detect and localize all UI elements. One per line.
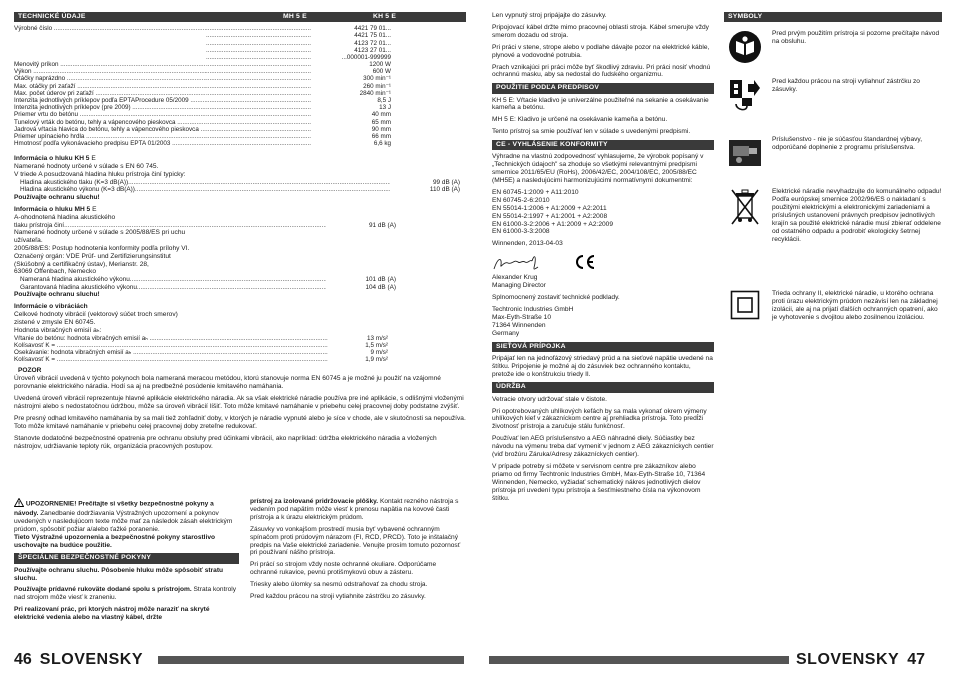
safety-item-text: Pri prácí so strojom vždy noste ochranné okuliare. Odporúčame ochranné rukavice, pevnú protišmykovú obuv a zásteru.	[250, 561, 437, 577]
tech-row-value2: 2840 min⁻¹	[359, 89, 391, 97]
vibration-row	[14, 349, 466, 356]
text-line: Hodnota vibračných emisií aₕ:	[14, 326, 102, 334]
middle-column	[492, 12, 714, 507]
safety-continued	[250, 498, 465, 605]
vibration-row-value1	[228, 335, 328, 342]
tech-row-value1-cell	[206, 40, 311, 47]
socket-header: SIEŤOVÁ PRÍPOJKA	[492, 342, 714, 352]
vibration-row-value1	[228, 356, 328, 363]
noise-mh-row1-value: 91 dB (A)	[369, 221, 396, 229]
tech-row-label: Hmotnosť podľa vykonávacieho predpisu EPTA 01/2003 .....	[14, 140, 206, 147]
intro-paragraphs	[492, 12, 714, 79]
paragraph: Vetracie otvory udržovať stale v čistote.	[492, 395, 607, 403]
left-footer-bar	[158, 656, 464, 664]
tech-row	[14, 68, 466, 75]
tech-row	[14, 83, 466, 90]
tech-row-value2: 4421 79 01...	[354, 25, 391, 33]
text-line: Namerané hodnoty určené v súlade s 2005/88/ES pri uchu	[14, 228, 186, 236]
place-date: Winnenden, 2013-04-03	[492, 240, 563, 248]
tech-row-value1-cell	[206, 32, 311, 39]
tech-row-value1	[206, 104, 311, 111]
tech-row-value2: 4123 27 01...	[354, 46, 391, 54]
noise-kh-title-text: Informácia o hluku KH 5	[14, 155, 90, 163]
tech-row-value2: 600 W	[372, 68, 391, 76]
page-number-right: 47	[907, 651, 925, 669]
vibration-row-label-cell	[14, 356, 228, 363]
value-row-dots	[137, 284, 326, 291]
model1-label: MH 5 E	[283, 13, 307, 20]
socket-paragraph: Pripájať len na jednofázový striedavý prúd a na sieťové napätie uvedené na štítku. Pripojenie je možné aj do zásuviek bez ochranného kontaktu, pretože ide o konštrukciu triedy II.	[492, 354, 713, 378]
doc-authorized: Splnomocnený zostaviť technické podklady.	[492, 294, 620, 302]
tech-row-value2: 4123 72 01...	[354, 39, 391, 47]
noise-mh-row1-label: tlaku prístroja činí	[14, 221, 65, 229]
special-safety-header: ŠPECIÁLNE BEZPEČNOSTNÉ POKYNY	[14, 553, 239, 563]
vibration-row-label-cell	[14, 342, 228, 349]
hearing-protection-1: Používajte ochranu sluchu!	[14, 193, 100, 201]
noise-kh-title	[14, 155, 466, 163]
accessory-icon	[727, 136, 763, 170]
tech-row-label-cell	[14, 119, 206, 126]
tech-row	[14, 104, 466, 111]
vibration-row-value1-cell	[228, 349, 328, 356]
signature-icon	[492, 253, 544, 273]
vibration-row-label-cell	[14, 335, 228, 342]
paragraph: Pre presný odhad kmitavého namáhania by sa mali tiež zohľadniť doby, v ktorých je náradie vypnuté alebo je síce v chode, ale v skutočnosti sa nepoužíva. Toto môže kmitavé namáhanie v priebehu celej pracovnej doby zreteľne redukovať.	[14, 414, 466, 430]
vibration-row-label: Kolísavosť K = .....	[14, 356, 228, 363]
safety-item	[14, 567, 239, 583]
value-row-label: Hladina akustického výkonu (K=3 dB(A))	[20, 186, 135, 194]
symbols-column	[724, 12, 942, 356]
text-line: Max-Eyth-Straße 10	[492, 313, 551, 321]
symbol-text-accessory: Príslušenstvo - nie je súčasťou štandardnej výbavy, odporúčané doplnenie z programu príslušenstva.	[772, 136, 923, 152]
value-row-value: 104 dB (A)	[365, 283, 396, 291]
tech-row-label: Max. otáčky pri zaťaží .....	[14, 83, 206, 90]
safety-item	[250, 581, 465, 589]
paragraph: Používať len AEG príslušenstvo a AEG náhradné diely. Súčiastky bez návodu na výmenu treba dať vymeniť v jednom z AEG zákazníckych centier (viď brožúru Záruka/Adresy zákazníckych centier).	[492, 435, 714, 459]
tech-row	[14, 133, 466, 140]
tech-row-value1	[206, 32, 311, 39]
tech-row-value2: 6,6 kg	[373, 140, 391, 148]
left-page	[14, 12, 466, 622]
symbol-text-class-ii: Trieda ochrany II, elektrické náradie, u ktorého ochrana proti úrazu elektrickým prúdom nezávisí len na základnej izolácii, ale aj na prijatí ďalších ochranných opatrení, ako je vyhotovenie s dvojitou alebo zosilnenou izoláciou.	[772, 290, 938, 321]
tech-row-value2: ...000001-999999	[341, 53, 391, 61]
tech-row-label-cell	[14, 68, 206, 75]
vibration-row-value2: 9 m/s²	[370, 349, 388, 357]
tech-row-value2: 40 mm	[371, 111, 391, 119]
class-ii-icon	[730, 290, 760, 320]
language-label-right: SLOVENSKY	[796, 651, 900, 669]
vibration-row-value1-cell	[228, 342, 328, 349]
value-row-label: Hladina akustického tlaku (K=3 dB(A))	[20, 179, 129, 187]
paragraph: Pri opotrebovaných uhlíkových kefách by sa mala vykonať okrem výmeny uhlíkových kief v zákazníckom centre aj prehliadka prístroja. Toto predĺži životnosť prístroja a zaručuje stálu funkčnosť.	[492, 407, 707, 431]
noise-mh-title-text: Informácia o hluku MH 5	[14, 205, 91, 213]
paragraph: KH 5 E: Vŕtacie kladivo je univerzálne použiteľné na sekanie a osekávanie kameňa a betónu.	[492, 96, 709, 112]
tech-row	[14, 61, 466, 68]
paragraph: Prach vznikajúci pri práci môže byť škodlivý zdraviu. Pri práci nosiť vhodnú ochrannú masku, aby sa nedostal do ľudského organizmu.	[492, 63, 711, 79]
text-line: Techtronic Industries GmbH	[492, 305, 574, 313]
tech-row-value1	[206, 126, 311, 133]
read-manual-icon	[728, 30, 762, 64]
right-footer	[796, 650, 925, 670]
special-safety-items	[14, 567, 239, 622]
tech-row-value2: 300 min⁻¹	[363, 75, 391, 83]
text-line: EN 60745-1:2009 + A11:2010	[492, 188, 579, 196]
tech-row-label-cell	[14, 104, 206, 111]
text-line: EN 60745-2-6:2010	[492, 196, 550, 204]
tech-row-value1	[206, 83, 311, 90]
vibration-title: Informácie o vibráciách	[14, 303, 88, 311]
tech-data-title: TECHNICKÉ ÚDAJE	[18, 13, 86, 20]
value-row-value: 99 dB (A)	[433, 179, 460, 187]
use-paragraphs	[492, 97, 714, 137]
text-line: Namerané hodnoty určené v súlade s EN 60 745.	[14, 163, 159, 171]
tech-row-value1-cell	[206, 97, 311, 104]
tech-row-value1	[206, 40, 311, 47]
tech-row-value1-cell	[206, 54, 311, 61]
signature-row	[492, 252, 714, 274]
value-row-label: Nameraná hladina akustického výkonu	[20, 276, 130, 284]
maintenance-paragraphs	[492, 396, 714, 503]
noise-mh-title	[14, 206, 466, 214]
tech-row-value1	[206, 111, 311, 118]
tech-row-value2: 8,5 J	[377, 97, 391, 105]
tech-row-label-cell	[14, 75, 206, 82]
tech-row-label-cell	[14, 97, 206, 104]
tech-row-value2: 260 min⁻¹	[363, 82, 391, 90]
tech-row-value1-cell	[206, 83, 311, 90]
safety-item-text: Pred každou prácou na stroji vytiahnite zástrčku zo zásuvky.	[250, 593, 426, 601]
text-line: užívateľa.	[14, 236, 43, 244]
paragraph: Uvedená úroveň vibrácií reprezentuje hlavné aplikácie elektrického náradia. Ak sa však elektrické náradie používa pre iné aplikácie, s odlišnými vloženými nástrojmi alebo s nedostatočnou údržbou, môže sa úroveň vibrácií líšiť. Toto môže kmitavé namáhanie v priebehu celej pracovnej doby podstatne zvýšiť.	[14, 395, 464, 411]
safety-item-text: Kontakt rezného nástroja s vedením pod napätím môže viesť k prenosu napätia na kovové časti prístroja a k úrazu elektrickým prúdom.	[250, 498, 459, 521]
left-footer	[14, 650, 143, 670]
value-row	[20, 276, 396, 283]
safety-item-bold: Pri realizovaní prác, pri ktorých nástroj môže naraziť na skryté elektrické vedenia alebo na vlastný kábel, držte	[14, 606, 210, 622]
symbol-read-manual	[724, 30, 942, 72]
value-row-value: 101 dB (A)	[365, 276, 396, 284]
ce-mark-icon	[574, 254, 596, 273]
tech-row	[14, 90, 466, 97]
value-row	[20, 284, 396, 291]
vibration-row-value1	[228, 349, 328, 356]
noise-kh-title-suffix: E	[91, 155, 96, 163]
text-line: 71364 Winnenden	[492, 321, 546, 329]
tech-row-value1	[206, 90, 311, 97]
value-row-value: 110 dB (A)	[429, 186, 460, 194]
tech-row-value1-cell	[206, 133, 311, 140]
noise-mh-title-suffix: E	[92, 205, 97, 213]
tech-row	[14, 111, 466, 118]
symbols-header: SYMBOLY	[724, 12, 942, 22]
paragraph: Len vypnutý stroj pripájajte do zásuvky.	[492, 12, 607, 19]
tech-row-label-cell	[14, 47, 206, 54]
safety-item	[250, 498, 465, 522]
vibration-row-label-cell	[14, 349, 228, 356]
tech-row	[14, 97, 466, 104]
weee-bin-icon	[730, 188, 760, 228]
pozor-title: POZOR	[18, 367, 42, 375]
vibration-row	[14, 356, 466, 363]
tech-row-value2: 4421 75 01...	[354, 32, 391, 40]
safety-item	[14, 586, 239, 602]
vibration-row	[14, 335, 466, 342]
tech-row-value1	[206, 25, 311, 32]
vibration-lines	[14, 311, 466, 335]
tech-data-table	[14, 25, 466, 147]
tech-row-value1-cell	[206, 140, 311, 147]
norms-list	[492, 189, 714, 236]
tech-row-value1	[206, 68, 311, 75]
use-header: POUŽITIE PODĽA PREDPISOV	[492, 83, 714, 93]
symbol-text-read-manual: Pred prvým použitím prístroja si pozorne prečítajte návod na obsluhu.	[772, 30, 940, 46]
text-line: zistené v zmysle EN 60745.	[14, 318, 96, 326]
warning-column	[14, 498, 239, 626]
tech-row-label: Priemer upínacieho hrdla .....	[14, 133, 206, 140]
page-number-left: 46	[14, 651, 32, 669]
text-line: Označený orgán: VDE Prüf- und Zertifizierungsinstitut	[14, 252, 171, 260]
tech-row	[14, 25, 466, 32]
tech-row-label-cell	[14, 90, 206, 97]
symbol-weee	[724, 188, 942, 284]
safety-item-text: Strata kontroly nad strojom môže viesť k zraneniu.	[14, 586, 237, 602]
warning-triangle-icon	[14, 498, 24, 510]
tech-row-value1	[206, 54, 311, 61]
tech-row-value2: 90 mm	[371, 125, 391, 133]
tech-row-value1	[206, 140, 311, 147]
warning-keep: Tieto Výstražné upozornenia a bezpečnostné pokyny starostlivo uschovajte na budúce použitie.	[14, 533, 216, 549]
tech-row-label: Intenzita jednotlivých príklepov (pre 2009) .....	[14, 104, 206, 111]
tech-row	[14, 47, 466, 54]
noise-mh-row1	[14, 222, 396, 229]
tech-row-value1-cell	[206, 111, 311, 118]
tech-row-value1-cell	[206, 104, 311, 111]
value-row-label: Garantovaná hladina akustického výkonu	[20, 283, 137, 291]
tech-row-label: Tunelový vrták do betónu, tehly a vápencového pieskovca .....	[14, 119, 206, 126]
tech-row-value1-cell	[206, 25, 311, 32]
tech-row-label-cell	[14, 83, 206, 90]
vibration-paragraphs	[14, 375, 466, 450]
text-line: 63069 Offenbach, Nemecko	[14, 268, 96, 276]
value-row-dots	[130, 276, 326, 283]
noise-kh-rows	[14, 179, 466, 194]
tech-row-value1-cell	[206, 68, 311, 75]
vibration-row-value1-cell	[228, 356, 328, 363]
tech-row-value1	[206, 61, 311, 68]
signer-role: Managing Director	[492, 282, 546, 290]
vibration-row-label: Vŕtanie do betónu: hodnota vibračných emisií aₕ .....	[14, 335, 228, 342]
tech-row-value1	[206, 47, 311, 54]
safety-item-text: Zásuvky vo vonkajšom prostredí musia byť vybavené ochranným spínačom proti prúdovým nárazom (FI, RCD, PRCD). Toto je inštalačný predpis na Vaše elektrické zariadenie. Venujte prosím tomuto pozornosť pri používaní nášho prístroja.	[250, 525, 461, 557]
safety-item-text: Triesky alebo úlomky sa nesmú odstraňovať za chodu stroja.	[250, 581, 428, 589]
paragraph: Pri práci v stene, strope alebo v podlahe dávajte pozor na elektrické káble, plynové a vodovodné potrubia.	[492, 43, 710, 59]
vibration-row-label: Kolísavosť K = .....	[14, 342, 228, 349]
vibration-row	[14, 342, 466, 349]
noise-kh-lines	[14, 163, 466, 179]
tech-row	[14, 75, 466, 82]
tech-row-value2: 65 mm	[371, 118, 391, 126]
tech-row-value1-cell	[206, 90, 311, 97]
vibration-row-value1	[228, 342, 328, 349]
symbol-text-weee: Elektrické náradie nevyhadzujte do komunálneho odpadu! Podľa európskej smernice 2002/96/ES o nakladaní s použitými elektrickými a elektronickými zariadeniami a príslušných ustanovení právnych predpisov jednotlivých krajín sa použité elektrické náradie musí zbierať oddelene od ostatného odpadu a podrobiť ekologicky šetrnej recyklácii.	[772, 188, 942, 243]
tech-row-value1-cell	[206, 47, 311, 54]
warning-paragraph	[14, 498, 239, 549]
paragraph: V prípade potreby si môžete v servisnom centre pre zákazníkov alebo priamo od firmy Techtronic Industries GmbH, Max-Eyth-Straße 10, 71364 Winnenden, Nemecko, vyžiadať schematický nákres jednotlivých dielov prístroja pri uvedení typu prístroja a šesťmiestneho čísla na výkonovom štítku.	[492, 462, 706, 502]
symbol-accessory	[724, 136, 942, 182]
maintenance-header: ÚDRŽBA	[492, 382, 714, 392]
safety-item-bold: prístroj za izolované pridržovacie plôšky.	[250, 498, 379, 505]
tech-row-label: Priemer vrtu do betónu .....	[14, 111, 206, 118]
tech-row-value2: 1200 W	[369, 61, 391, 69]
unplug-icon	[728, 78, 762, 114]
safety-item	[14, 606, 239, 622]
vibration-rows	[14, 335, 466, 364]
paragraph: MH 5 E: Kladivo je určené na osekávanie kameňa a betónu.	[492, 116, 668, 124]
tech-row-value2: 66 mm	[371, 132, 391, 140]
safety-item	[250, 526, 465, 558]
tech-row-value1	[206, 75, 311, 82]
tech-row-label-cell	[14, 111, 206, 118]
vibration-row-value2: 13 m/s²	[367, 334, 388, 342]
text-line: (Skúšobný a certifikačný ústav), Merianstr. 28,	[14, 260, 149, 268]
tech-row-value1-cell	[206, 61, 311, 68]
text-line: Germany	[492, 329, 520, 337]
tech-row-value1-cell	[206, 75, 311, 82]
warning-text: Zanedbanie dodržiavania Výstražných upozornení a pokynov uvedených v nasledujúcom texte môže mať za následok zásah elektrickým prúdom, spôsobiť požiar a/alebo ťažké poranenie.	[14, 509, 233, 533]
right-footer-bar	[489, 656, 789, 664]
tech-row-label: Otáčky naprázdno .....	[14, 75, 206, 82]
value-row	[20, 179, 460, 186]
tech-row-value1-cell	[206, 119, 311, 126]
noise-mh-lines-1	[14, 214, 466, 222]
tech-row-label-cell	[14, 126, 206, 133]
tech-row-value1-cell	[206, 126, 311, 133]
noise-mh-lines-2	[14, 229, 466, 276]
text-line: EN 55014-2:1997 + A1:2001 + A2:2008	[492, 212, 608, 220]
tech-row	[14, 119, 466, 126]
safety-item-bold: Používajte prídavné rukoväte dodané spolu s prístrojom.	[14, 586, 192, 594]
tech-row-value1	[206, 97, 311, 104]
paragraph: Pripojovací kábel držte mimo pracovnej oblasti stroja. Kábel smerujte vždy smerom dozadu od stroja.	[492, 23, 709, 39]
tech-row	[14, 32, 466, 39]
text-line: EN 61000-3-3:2008	[492, 228, 550, 236]
paragraph: Úroveň vibrácií uvedená v týchto pokynoch bola nameraná meracou metódou, ktorú stanovuje norma EN 60745 a je možné ju použiť na vzájomné porovnanie elektrického náradia. Hodí sa aj na predbežné posúdenie kmitavého namáhania.	[14, 375, 441, 391]
text-line: Celkové hodnoty vibrácií (vektorový súčet troch smerov)	[14, 310, 178, 318]
tech-row-label-cell	[14, 61, 206, 68]
ce-header: CE - VYHLÁSENIE KONFORMITY	[492, 140, 714, 150]
tech-row-value1	[206, 133, 311, 140]
model2-label: KH 5 E	[373, 13, 397, 20]
tech-row-label-cell	[14, 133, 206, 140]
tech-row-label-cell	[14, 32, 206, 39]
symbol-class-ii	[724, 290, 942, 350]
safety-item-bold: Používajte ochranu sluchu. Pôsobenie hluku môže spôsobiť stratu sluchu.	[14, 566, 224, 582]
symbol-text-unplug: Pred každou prácou na stroji vytiahnuť zástrčku zo zásuvky.	[772, 78, 920, 94]
signer-name: Alexander Krug	[492, 274, 538, 282]
tech-row-label-cell	[14, 25, 206, 32]
tech-data-header	[14, 12, 466, 22]
tech-row-value2: 13 J	[379, 104, 391, 112]
tech-row	[14, 54, 466, 61]
tech-row-label-cell	[14, 40, 206, 47]
ce-paragraph: Výhradne na vlastnú zodpovednosť vyhlasujeme, že výrobok popísaný v „Technických údajoch" sa zhoduje so všetkými relevantnými predpismi smernice 2011/65/EU (RoHs), 2006/42/EC, 2004/108/EC, 2005/88/EC (MH5E) a nasledujúcimi harmonizujúcimi normatívnymi dokumentmi:	[492, 153, 704, 184]
paragraph: Stanovte dodatočné bezpečnostné opatrenia pre ochranu obsluhy pred účinkami vibrácií, ako napríklad: údržba elektrického náradia a vložených nástrojov, udržiavanie teploty rúk, organizácia pracovných postupov.	[14, 434, 437, 450]
company-address	[492, 306, 714, 338]
tech-row-label-cell	[14, 140, 206, 147]
value-row	[20, 186, 460, 193]
tech-row-label: Výkon .....	[14, 68, 206, 75]
tech-row-value1	[206, 119, 311, 126]
paragraph: Tento prístroj sa smie používať len v súlade s uvedenými predpismi.	[492, 128, 691, 136]
text-line: EN 55014-1:2006 + A1:2009 + A2:2011	[492, 204, 607, 212]
safety-item	[250, 561, 465, 577]
tech-row	[14, 40, 466, 47]
warning-bold: UPOZORNENIE! Prečítajte si všetky bezpečnostné pokyny a návody.	[14, 500, 214, 517]
tech-row-label-cell	[14, 54, 206, 61]
text-line: V triede A posudzovaná hladina hluku prístroja činí typicky:	[14, 171, 186, 179]
tech-row	[14, 126, 466, 133]
hearing-protection-2: Používajte ochranu sluchu!	[14, 291, 100, 299]
symbols-list	[724, 30, 942, 350]
text-line: 2005/88/ES: Postup hodnotenia konformity podľa prílohy VI.	[14, 244, 190, 252]
vibration-row-value2: 1,5 m/s²	[365, 341, 388, 349]
vibration-row-value1-cell	[228, 335, 328, 342]
language-label-left: SLOVENSKY	[39, 651, 143, 669]
tech-row	[14, 140, 466, 147]
symbol-unplug	[724, 78, 942, 130]
value-row-dots	[128, 179, 390, 186]
safety-item	[250, 593, 465, 601]
text-line: A-ohodnotená hladina akustického	[14, 213, 116, 221]
tech-row-label: Max. počet úderov pri zaťaží .....	[14, 90, 206, 97]
vibration-row-label: Osekávanie: hodnota vibračných emisií aₕ .....	[14, 349, 228, 356]
text-line: EN 61000-3-2:2006 + A1:2009 + A2:2009	[492, 220, 613, 228]
tech-row-label: Menovitý príkon .....	[14, 61, 206, 68]
vibration-row-value2: 1,9 m/s²	[365, 356, 388, 364]
noise-mh-rows	[14, 276, 466, 291]
tech-row-label: Intenzita jednotlivých príklepov podľa EPTAProcedure 05/2009 .....	[14, 97, 206, 104]
tech-row-label: Výrobné číslo .....	[14, 25, 206, 32]
tech-row-label: Jadrová vŕtacia hlavica do betónu, tehly a vápencového pieskovca .....	[14, 126, 206, 133]
value-row-dots	[135, 186, 390, 193]
